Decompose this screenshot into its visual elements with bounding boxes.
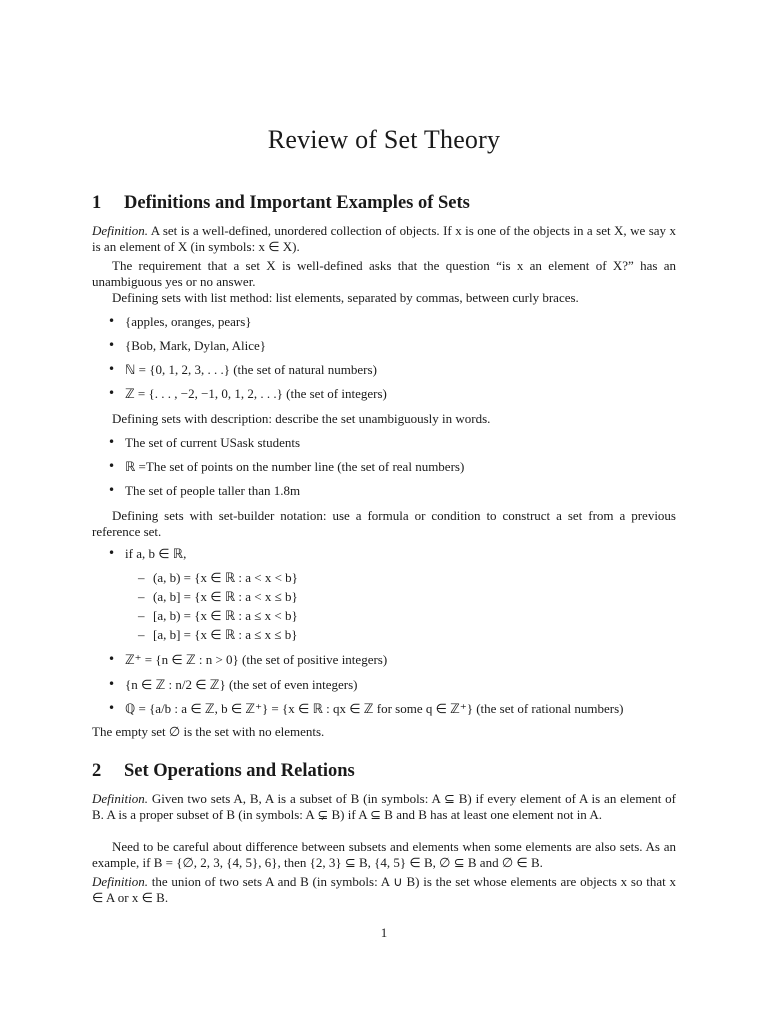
paragraph-well-defined: The requirement that a set X is well-defined asks that the question “is x an element of X?” has an unambiguous yes or no answer. [92, 258, 676, 289]
section-2-heading [92, 760, 355, 782]
definition-label: Definition. [92, 874, 148, 889]
paragraph-list-method: Defining sets with list method: list elements, separated by commas, between curly braces. [112, 290, 579, 305]
list-item: {n ∈ ℤ : n/2 ∈ ℤ} (the set of even integers) [125, 677, 358, 692]
list-item: {apples, oranges, pears} [125, 314, 252, 329]
list-item: The set of current USask students [125, 435, 301, 450]
definition-text: the union of two sets A and B (in symbols: A ∪ B) is the set whose elements are objects x so that x ∈ A or x ∈ B. [92, 874, 676, 905]
definition-subset [92, 791, 676, 822]
bullet-icon: • [108, 701, 116, 715]
bullet-icon: • [108, 338, 116, 352]
section-title: Definitions and Important Examples of Sets [124, 193, 470, 213]
list-item: ℤ = {. . . , −2, −1, 0, 1, 2, . . .} (the set of integers) [125, 386, 387, 401]
bullet-icon: • [108, 362, 116, 376]
definition-text: Given two sets A, B, A is a subset of B (in symbols: A ⊆ B) if every element of A is an element of B. A is a proper subset of B (in symbols: A ⊊ B) if A ⊆ B and B has at least one element not in A. [92, 791, 676, 822]
dash-icon: – [138, 589, 145, 604]
definition-text: A set is a well-defined, unordered collection of objects. If x is one of the objects in a set X, we say x is an element of X (in symbols: x ∈ X). [92, 223, 676, 254]
paragraph-description: Defining sets with description: describe the set unambiguously in words. [112, 411, 491, 426]
bullet-icon: • [108, 652, 116, 666]
section-title: Set Operations and Relations [124, 761, 355, 781]
interval-item: [a, b) = {x ∈ ℝ : a ≤ x < b} [153, 608, 298, 623]
list-item: if a, b ∈ ℝ, [125, 546, 187, 561]
section-number: 1 [92, 193, 102, 213]
bullet-icon: • [108, 546, 116, 560]
list-item: ℚ = {a/b : a ∈ ℤ, b ∈ ℤ⁺} = {x ∈ ℝ : qx ∈ ℤ for some q ∈ ℤ⁺} (the set of rational numbers) [125, 701, 624, 716]
section-number: 2 [92, 761, 102, 781]
dash-icon: – [138, 627, 145, 642]
page-title: Review of Set Theory [267, 125, 501, 154]
definition-label: Definition. [92, 223, 148, 238]
bullet-icon: • [108, 386, 116, 400]
dash-icon: – [138, 608, 145, 623]
paragraph-set-builder: Defining sets with set-builder notation: use a formula or condition to construct a set from a previous reference set. [92, 508, 676, 539]
interval-item: [a, b] = {x ∈ ℝ : a ≤ x ≤ b} [153, 627, 298, 642]
list-item: ℕ = {0, 1, 2, 3, . . .} (the set of natural numbers) [125, 362, 377, 377]
dash-icon: – [138, 570, 145, 585]
bullet-icon: • [108, 483, 116, 497]
section-1-heading [92, 192, 470, 214]
definition-label: Definition. [92, 791, 148, 806]
page-number: 1 [380, 925, 388, 940]
list-item: {Bob, Mark, Dylan, Alice} [125, 338, 267, 353]
paragraph-empty-set: The empty set ∅ is the set with no elements. [92, 724, 325, 739]
interval-item: (a, b] = {x ∈ ℝ : a < x ≤ b} [153, 589, 298, 604]
paragraph-subsets-vs-elements: Need to be careful about difference between subsets and elements when some elements are also sets. As an example, if B = {∅, 2, 3, {4, 5}, 6}, then {2, 3} ⊆ B, {4, 5} ∈ B, ∅ ⊆ B and ∅ ∈ B. [92, 839, 676, 870]
bullet-icon: • [108, 459, 116, 473]
list-item: ℤ⁺ = {n ∈ ℤ : n > 0} (the set of positive integers) [125, 652, 388, 667]
bullet-icon: • [108, 435, 116, 449]
list-item: ℝ =The set of points on the number line (the set of real numbers) [125, 459, 465, 474]
interval-item: (a, b) = {x ∈ ℝ : a < x < b} [153, 570, 298, 585]
definition-union [92, 874, 676, 905]
bullet-icon: • [108, 677, 116, 691]
list-item: The set of people taller than 1.8m [125, 483, 301, 498]
definition-set [92, 223, 676, 254]
bullet-icon: • [108, 314, 116, 328]
